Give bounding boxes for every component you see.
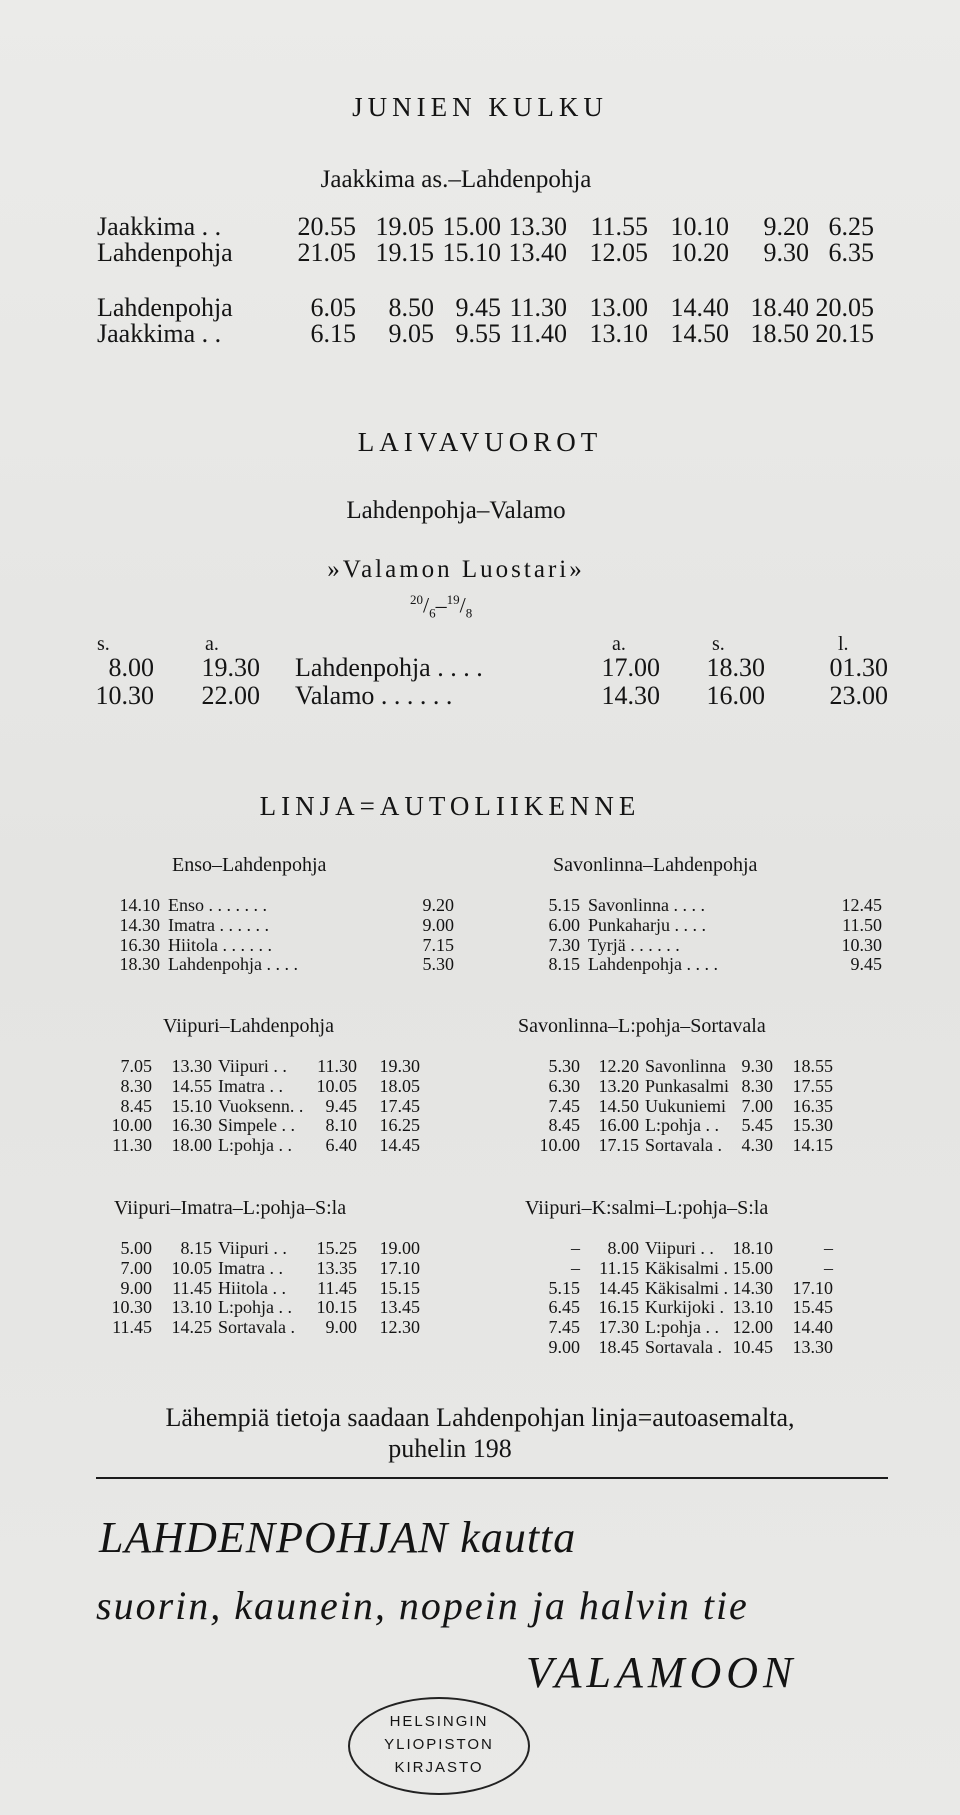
train-station: Lahdenpohja [97,293,233,322]
boat-time: 8.00 [108,653,154,682]
bus-time: – [571,1257,580,1278]
bus-time: 12.20 [598,1056,639,1076]
bus-time: – [824,1238,833,1258]
train-time: 6.35 [828,238,874,267]
boat-col-head: a. [612,633,626,655]
bus-time: 8.30 [741,1075,773,1096]
train-time: 15.00 [442,212,501,241]
bus-time: 13.35 [316,1257,357,1278]
bus-table-title: Savonlinna–Lahdenpohja [553,854,758,876]
bus-time: 11.45 [172,1277,212,1298]
train-time: 18.40 [750,293,809,322]
bus-time: 14.10 [119,895,160,915]
bus-time: 16.25 [379,1115,420,1136]
bus-time: 8.10 [325,1115,357,1136]
bus-time: 14.15 [792,1135,833,1156]
bus-table-title: Enso–Lahdenpohja [172,854,327,876]
bus-time: 7.00 [741,1095,773,1116]
bus-time: 5.45 [741,1115,773,1136]
bus-stop: Viipuri . . [218,1238,287,1258]
bus-stop: Sortavala . [645,1337,722,1357]
bus-time: 14.40 [792,1317,833,1338]
bus-time: 6.00 [548,914,580,935]
bus-time: 5.00 [120,1238,152,1258]
bus-time: 12.00 [732,1317,773,1338]
bus-time: 7.00 [120,1257,152,1278]
bus-time: 10.05 [316,1075,357,1096]
bus-time: 15.00 [732,1257,773,1278]
bus-time: 8.45 [120,1095,152,1116]
bus-time: 17.30 [598,1317,639,1338]
boats-heading: LAIVAVUOROT [357,427,603,457]
bus-time: 17.10 [379,1257,420,1278]
bus-time: 17.45 [379,1095,420,1116]
bus-time: 8.30 [120,1075,152,1096]
train-time: 9.05 [388,319,434,348]
bus-stop: L:pohja . . [645,1317,719,1338]
train-time: 8.50 [388,293,434,322]
bus-time: – [824,1257,833,1278]
train-time: 13.40 [508,238,567,267]
train-station: Jaakkima . . [97,319,222,348]
train-time: 13.30 [508,212,567,241]
trains-heading: JUNIEN KULKU [352,92,608,122]
bus-time: 13.45 [379,1297,420,1318]
train-time: 18.50 [750,319,809,348]
slogan-line-2: suorin, kaunein, nopein ja halvin tie [96,1583,749,1628]
bus-time: 17.15 [598,1135,639,1156]
train-time: 9.30 [763,238,809,267]
train-time: 6.25 [828,212,874,241]
train-time: 10.20 [670,238,729,267]
boat-col-head: l. [838,633,849,655]
bus-time: 9.45 [850,954,882,975]
info-line-2: puhelin 198 [388,1434,512,1463]
boat-station: Lahdenpohja . . . . [295,653,483,682]
train-time: 11.55 [590,212,648,241]
library-stamp [348,1697,530,1795]
bus-time: 6.30 [548,1075,580,1096]
bus-stop: Punkasalmi [645,1075,729,1096]
bus-time: 10.00 [111,1115,152,1136]
bus-time: 8.15 [548,954,580,975]
boat-station: Valamo . . . . . . [295,681,453,710]
bus-time: 9.45 [325,1095,357,1116]
boat-time: 18.30 [706,653,765,682]
boat-time: 14.30 [601,681,660,710]
boat-col-head: s. [97,633,110,655]
bus-time: – [571,1238,580,1258]
bus-time: 14.45 [598,1277,639,1298]
bus-time: 18.00 [171,1135,212,1156]
bus-time: 17.55 [792,1075,833,1096]
bus-stop: Hiitola . . . . . . [168,934,272,955]
bus-table-title: Savonlinna–L:pohja–Sortavala [518,1015,766,1037]
stamp-line-2: YLIOPISTON [384,1736,494,1753]
bus-stop: Imatra . . . . . . [168,914,269,935]
train-time: 12.05 [589,238,648,267]
divider [96,1477,888,1479]
bus-time: 5.30 [422,954,454,975]
bus-time: 13.30 [792,1337,833,1357]
bus-time: 14.50 [598,1095,639,1116]
train-time: 9.45 [455,293,501,322]
bus-table-title: Viipuri–Imatra–L:pohja–S:la [114,1197,347,1219]
bus-stop: Lahdenpohja . . . . [588,954,718,975]
boat-time: 19.30 [201,653,260,682]
train-time: 21.05 [297,238,356,267]
bus-time: 4.30 [741,1135,773,1156]
ship-name: »Valamon Luostari» [327,556,585,583]
bus-time: 8.45 [548,1115,580,1136]
bus-time: 11.45 [317,1277,357,1298]
bus-time: 6.40 [325,1135,357,1156]
bus-time: 12.45 [841,895,882,915]
bus-time: 14.45 [379,1135,420,1156]
bus-time: 11.30 [112,1135,152,1156]
bus-time: 18.10 [732,1238,773,1258]
train-time: 9.55 [455,319,501,348]
bus-time: 10.15 [316,1297,357,1318]
bus-time: 16.30 [119,934,160,955]
bus-time: 9.00 [325,1317,357,1338]
bus-time: 9.00 [422,914,454,935]
bus-time: 13.10 [171,1297,212,1318]
bus-time: 15.45 [792,1297,833,1318]
train-station: Lahdenpohja [97,238,233,267]
bus-time: 13.30 [171,1056,212,1076]
bus-stop: Vuoksenn. . [218,1095,304,1116]
bus-time: 10.05 [171,1257,212,1278]
bus-time: 8.15 [180,1238,212,1258]
slogan-line-1: LAHDENPOHJAN kautta [99,1513,577,1562]
bus-stop: Viipuri . . [645,1238,714,1258]
bus-stop: Sortavala . [645,1135,722,1156]
boat-col-head: a. [205,633,219,655]
buses-heading: LINJA=AUTOLIIKENNE [259,791,641,821]
bus-stop: Imatra . . [218,1075,283,1096]
bus-table-title: Viipuri–Lahdenpohja [163,1015,334,1037]
bus-time: 10.30 [111,1297,152,1318]
bus-stop: Uukuniemi [645,1095,726,1116]
bus-stop: L:pohja . . [218,1135,292,1156]
train-time: 20.15 [815,319,874,348]
bus-stop: L:pohja . . [218,1297,292,1318]
train-time: 9.20 [763,212,809,241]
train-time: 14.50 [670,319,729,348]
boat-col-head: s. [712,633,725,655]
slogan-line-3: VALAMOON [526,1648,798,1697]
bus-stop: Hiitola . . [218,1277,286,1298]
bus-time: 9.20 [422,895,454,915]
bus-stop: Käkisalmi . [645,1277,728,1298]
trains-route: Jaakkima as.–Lahdenpohja [320,166,592,193]
bus-stop: Savonlinna [645,1056,726,1076]
bus-stop: L:pohja . . [645,1115,719,1136]
bus-time: 14.25 [171,1317,212,1338]
bus-time: 15.25 [316,1238,357,1258]
bus-time: 18.05 [379,1075,420,1096]
bus-time: 16.35 [792,1095,833,1116]
bus-stop: Simpele . . [218,1115,295,1136]
bus-table-title: Viipuri–K:salmi–L:pohja–S:la [525,1197,769,1219]
boat-time: 23.00 [829,681,888,710]
bus-time: 11.45 [112,1317,152,1338]
bus-time: 5.15 [548,1277,580,1298]
bus-stop: Savonlinna . . . . [588,895,705,915]
train-time: 6.15 [310,319,356,348]
bus-stop: Imatra . . [218,1257,283,1278]
bus-time: 6.45 [548,1297,580,1318]
bus-time: 11.15 [599,1257,639,1278]
bus-time: 9.00 [548,1337,580,1357]
train-time: 11.30 [509,293,567,322]
bus-time: 12.30 [379,1317,420,1338]
bus-time: 14.30 [119,914,160,935]
stamp-line-3: KIRJASTO [394,1759,484,1776]
bus-time: 13.20 [598,1075,639,1096]
train-time: 20.05 [815,293,874,322]
train-time: 19.15 [375,238,434,267]
bus-stop: Lahdenpohja . . . . [168,954,298,975]
bus-time: 10.00 [539,1135,580,1156]
bus-stop: Sortavala . [218,1317,295,1338]
train-time: 19.05 [375,212,434,241]
bus-time: 18.45 [598,1337,639,1357]
bus-stop: Tyrjä . . . . . . [588,934,680,955]
bus-time: 10.45 [732,1337,773,1357]
bus-time: 17.10 [792,1277,833,1298]
bus-stop: Punkaharju . . . . [588,914,706,935]
bus-time: 7.05 [120,1056,152,1076]
info-line-1: Lähempiä tietoja saadaan Lahdenpohjan linja=autoasemalta, [165,1403,795,1432]
boats-route: Lahdenpohja–Valamo [346,497,566,524]
boat-time: 10.30 [95,681,154,710]
boat-time: 01.30 [829,653,888,682]
bus-time: 15.30 [792,1115,833,1136]
train-time: 11.40 [509,319,567,348]
train-time: 14.40 [670,293,729,322]
bus-time: 19.30 [379,1056,420,1076]
boat-time: 17.00 [601,653,660,682]
bus-time: 11.50 [842,914,882,935]
bus-time: 16.30 [171,1115,212,1136]
bus-time: 14.30 [732,1277,773,1298]
bus-time: 9.30 [741,1056,773,1076]
train-time: 10.10 [670,212,729,241]
bus-time: 16.00 [598,1115,639,1136]
bus-time: 18.55 [792,1056,833,1076]
bus-time: 7.45 [548,1095,580,1116]
bus-time: 10.30 [841,934,882,955]
boat-time: 22.00 [201,681,260,710]
boat-time: 16.00 [706,681,765,710]
train-time: 15.10 [442,238,501,267]
bus-stop: Käkisalmi . [645,1257,728,1278]
stamp-line-1: HELSINGIN [389,1713,489,1730]
bus-time: 5.15 [548,895,580,915]
train-time: 6.05 [310,293,356,322]
bus-time: 18.30 [119,954,160,975]
bus-time: 7.45 [548,1317,580,1338]
bus-time: 15.15 [379,1277,420,1298]
bus-time: 7.30 [548,934,580,955]
bus-time: 16.15 [598,1297,639,1318]
bus-time: 14.55 [171,1075,212,1096]
bus-time: 13.10 [732,1297,773,1318]
bus-time: 19.00 [379,1238,420,1258]
bus-stop: Enso . . . . . . . [168,895,267,915]
bus-stop: Kurkijoki . [645,1297,724,1318]
season-dates: $^{20}/_6-^{19}/_8$ [410,592,473,621]
train-time: 20.55 [297,212,356,241]
train-time: 13.00 [589,293,648,322]
train-station: Jaakkima . . [97,212,222,241]
bus-time: 8.00 [607,1238,639,1258]
bus-time: 15.10 [171,1095,212,1116]
bus-stop: Viipuri . . [218,1056,287,1076]
bus-time: 11.30 [317,1056,357,1076]
bus-time: 7.15 [422,934,454,955]
bus-time: 5.30 [548,1056,580,1076]
bus-time: 9.00 [120,1277,152,1298]
train-time: 13.10 [589,319,648,348]
